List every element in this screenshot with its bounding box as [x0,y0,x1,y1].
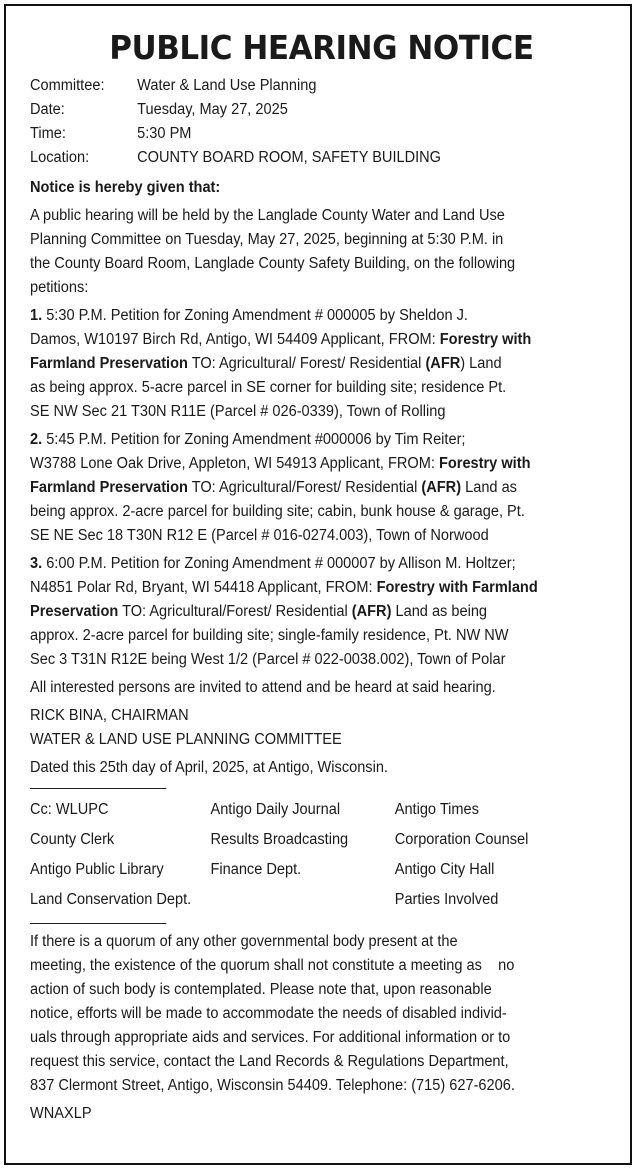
cc-entry: Land Conservation Dept. [30,891,192,908]
text-line: approx. 2-acre parcel for building site; single-family residence, Pt. NW NW [30,627,509,644]
invite-text: All interested persons are invited to attend and be heard at said hearing. [30,679,496,696]
text-segment: (AFR) [351,603,392,620]
divider [30,923,166,924]
cc-row [30,855,580,885]
text-line: SE NW Sec 21 T30N R11E (Parcel # 026-0339), Town of Rolling [30,403,446,420]
text-line [30,452,580,476]
committee-name: WATER & LAND USE PLANNING COMMITTEE [30,731,342,748]
cc-entry: Antigo Times [394,801,479,818]
detail-label: Date: [30,101,65,118]
petition-number: 3. [30,555,43,572]
cc-list [30,795,580,915]
text-segment: ) Land [460,355,502,372]
detail-date [30,98,580,122]
detail-committee [30,74,580,98]
text-line [30,576,580,600]
text-line: petitions: [30,279,89,296]
text-line [30,328,580,352]
text-line: meeting, the existence of the quorum shall not constitute a meeting as no [30,957,515,974]
petition-number: 2. [30,431,43,448]
cc-entry: Finance Dept. [210,861,302,878]
cc-row [30,825,580,855]
cc-entry: Corporation Counsel [394,831,529,848]
text-line: request this service, contact the Land Records & Regulations Department, [30,1053,509,1070]
text-line: 837 Clermont Street, Antigo, Wisconsin 54409. Telephone: (715) 627-6206. [30,1077,515,1094]
text-line: action of such body is contemplated. Please note that, upon reasonable [30,981,492,998]
text-segment: Damos, W10197 Birch Rd, Antigo, WI 54409 Applicant, FROM: [30,331,440,348]
notice-title: PUBLIC HEARING NOTICE [109,28,534,67]
text-line: uals through appropriate aids and services. For additional information or to [30,1029,511,1046]
text-line: the County Board Room, Langlade County Safety Building, on the following [30,255,516,272]
cc-row [30,795,580,825]
text-line: Planning Committee on Tuesday, May 27, 2025, beginning at 5:30 P.M. in [30,231,504,248]
detail-value: Tuesday, May 27, 2025 [137,101,288,118]
publication-tag: WNAXLP [30,1105,92,1122]
quorum-disclaimer [30,930,580,1098]
detail-value: Water & Land Use Planning [137,77,317,94]
petition-2 [30,428,580,548]
detail-value: 5:30 PM [137,125,192,142]
text-segment: Farmland Preservation [30,355,188,372]
cc-entry: Cc: WLUPC [30,801,109,818]
text-segment: Forestry with Farmland [376,579,538,596]
text-segment: (AFR) [421,479,462,496]
text-segment: TO: Agricultural/ Forest/ Residential [187,355,426,372]
text-line [30,552,580,576]
petition-1 [30,304,580,424]
public-hearing-notice [30,28,580,1126]
text-line: as being approx. 5-acre parcel in SE corner for building site; residence Pt. [30,379,507,396]
cc-entry: Parties Involved [394,891,499,908]
petition-number: 1. [30,307,43,324]
detail-value: COUNTY BOARD ROOM, SAFETY BUILDING [137,149,442,166]
cc-row [30,885,580,915]
text-line: SE NE Sec 18 T30N R12 E (Parcel # 016-0274.003), Town of Norwood [30,527,489,544]
text-line: being approx. 2-acre parcel for building site; cabin, bunk house & garage, Pt. [30,503,525,520]
text-segment: Farmland Preservation [30,479,188,496]
detail-label: Location: [30,149,90,166]
text-line [30,476,580,500]
text-segment: Land as being [391,603,488,620]
cc-entry: Antigo Public Library [30,861,164,878]
petition-3 [30,552,580,672]
text-line [30,600,580,624]
text-line [30,352,580,376]
text-line: Sec 3 T31N R12E being West 1/2 (Parcel # 022-0038.002), Town of Polar [30,651,506,668]
text-segment: (AFR [425,355,461,372]
cc-entry: Antigo Daily Journal [210,801,341,818]
cc-entry: Results Broadcasting [210,831,349,848]
divider [30,788,166,789]
detail-label: Committee: [30,77,105,94]
signer-name: RICK BINA, CHAIRMAN [30,707,189,724]
cc-entry: Antigo City Hall [394,861,495,878]
text-line: notice, efforts will be made to accommodate the needs of disabled individ- [30,1005,507,1022]
notice-heading: Notice is hereby given that: [30,179,221,196]
text-segment: 5:45 P.M. Petition for Zoning Amendment #000006 by Tim Reiter; [42,431,466,448]
text-segment: TO: Agricultural/Forest/ Residential [187,479,422,496]
text-segment: Land as [461,479,517,496]
text-segment: 6:00 P.M. Petition for Zoning Amendment # 000007 by Allison M. Holtzer; [42,555,516,572]
text-segment: 5:30 P.M. Petition for Zoning Amendment # 000005 by Sheldon J. [42,307,468,324]
text-line [30,428,580,452]
detail-label: Time: [30,125,66,142]
text-segment: Preservation [30,603,119,620]
detail-time [30,122,580,146]
text-line [30,304,580,328]
text-line: If there is a quorum of any other governmental body present at the [30,933,458,950]
cc-entry: County Clerk [30,831,115,848]
meeting-details [30,74,580,170]
text-segment: W3788 Lone Oak Drive, Appleton, WI 54913 Applicant, FROM: [30,455,439,472]
text-segment: TO: Agricultural/Forest/ Residential [118,603,352,620]
text-segment: N4851 Polar Rd, Bryant, WI 54418 Applicant, FROM: [30,579,377,596]
text-segment: Forestry with [439,331,532,348]
intro-paragraph [30,204,580,300]
dated-line: Dated this 25th day of April, 2025, at Antigo, Wisconsin. [30,759,388,776]
text-segment: Forestry with [438,455,531,472]
detail-location [30,146,580,170]
text-line: A public hearing will be held by the Langlade County Water and Land Use [30,207,505,224]
